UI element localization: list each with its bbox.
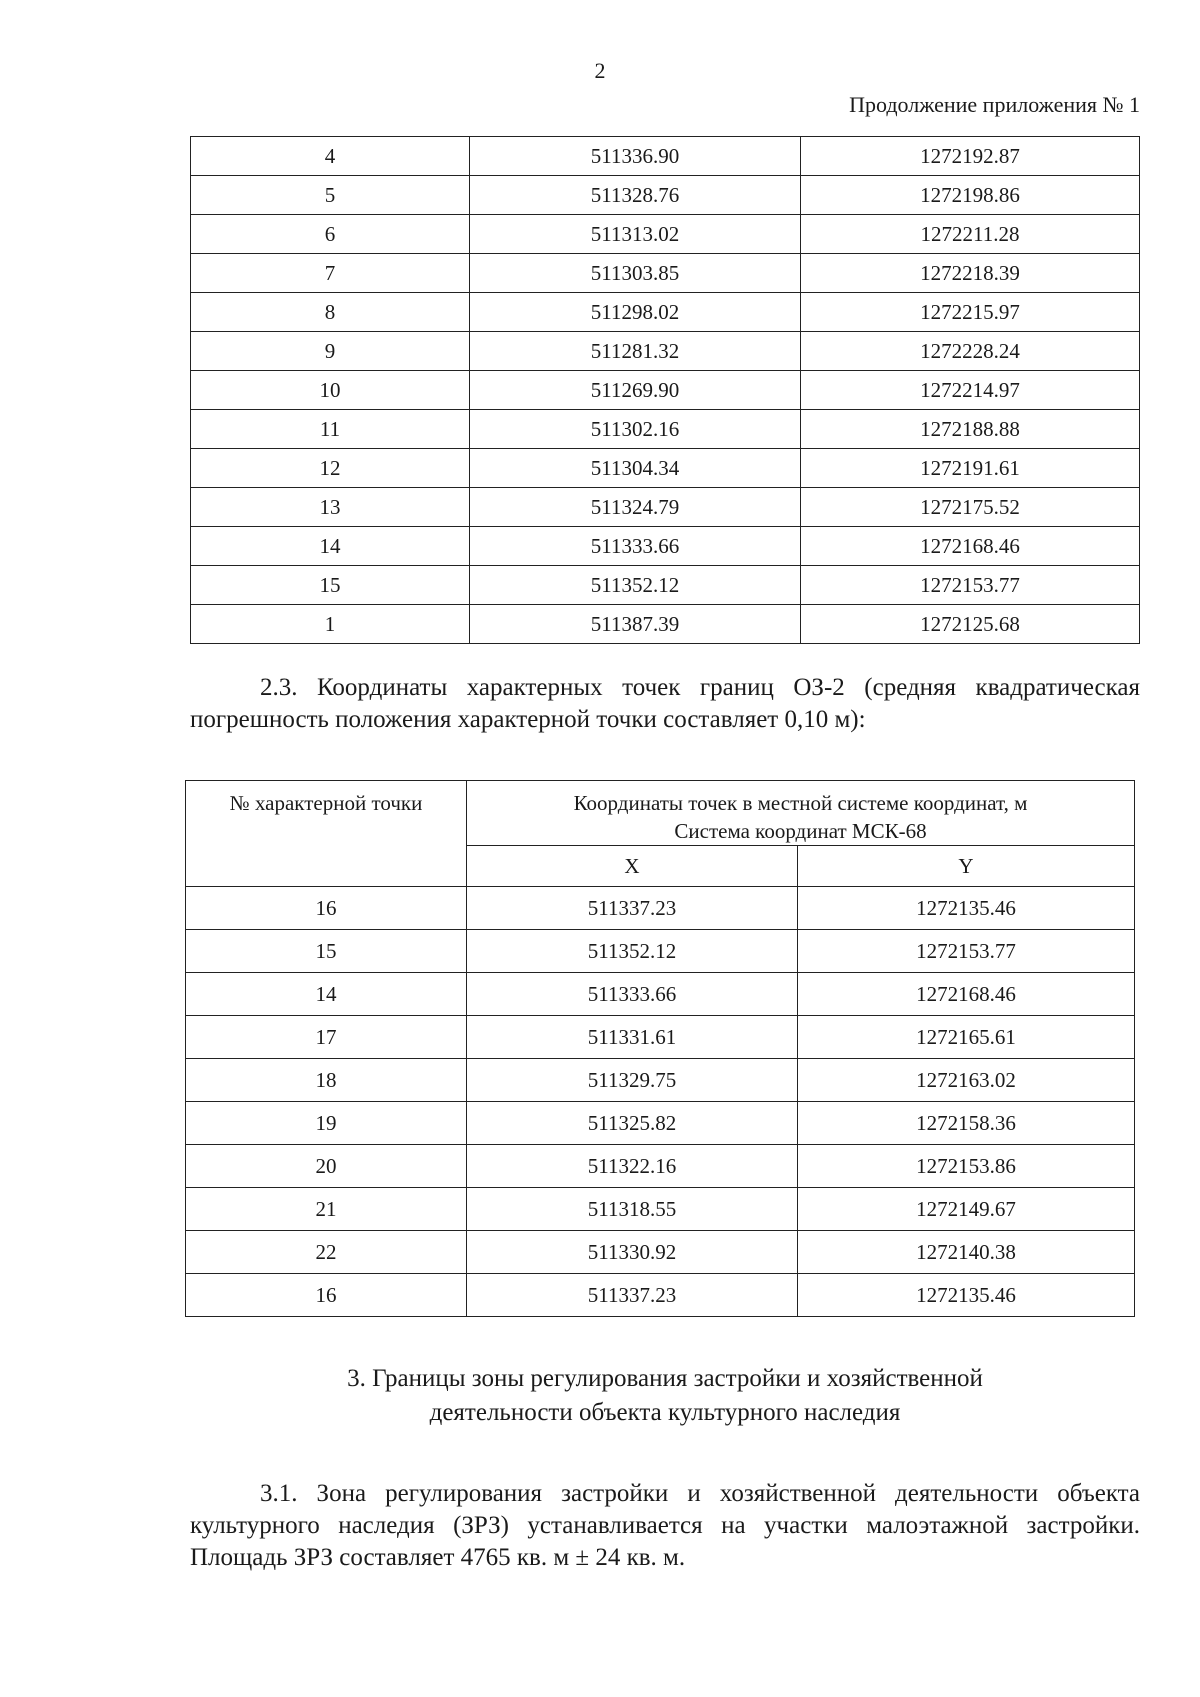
table-row <box>191 254 1140 293</box>
coord-x-cell: 511328.76 <box>470 176 801 215</box>
table-row <box>186 1231 1135 1274</box>
coord-y-cell: 1272214.97 <box>801 371 1140 410</box>
point-number-cell: 16 <box>186 887 467 930</box>
section-3-heading-line2: деятельности объекта культурного наследия <box>429 1399 901 1426</box>
section-3-heading-line1: 3. Границы зоны регулирования застройки и хозяйственной <box>347 1365 983 1392</box>
point-number-cell: 6 <box>191 215 470 254</box>
coord-y-cell: 1272188.88 <box>801 410 1140 449</box>
coord-x-cell: 511322.16 <box>467 1145 798 1188</box>
coord-y-cell: 1272135.46 <box>798 1274 1135 1317</box>
table-row <box>191 371 1140 410</box>
coord-y-cell: 1272168.46 <box>798 973 1135 1016</box>
coord-y-cell: 1272192.87 <box>801 137 1140 176</box>
point-number-cell: 10 <box>191 371 470 410</box>
table-row <box>191 410 1140 449</box>
section-3-1-text: 3.1. Зона регулирования застройки и хозяйственной деятельности объекта культурного наследия (ЗРЗ) устанавливается на участки малоэтажной застройки. Площадь ЗРЗ составляет 4765 кв. м ± 24 кв. м. <box>190 1480 1140 1571</box>
coordinates-table-oz2 <box>185 780 1135 1317</box>
table-row <box>191 566 1140 605</box>
coord-y-cell: 1272215.97 <box>801 293 1140 332</box>
coord-x-cell: 511304.34 <box>470 449 801 488</box>
point-number-cell: 12 <box>191 449 470 488</box>
table-row <box>186 1016 1135 1059</box>
table-row <box>186 973 1135 1016</box>
coord-x-cell: 511298.02 <box>470 293 801 332</box>
table-row <box>191 449 1140 488</box>
point-number-cell: 11 <box>191 410 470 449</box>
point-number-cell: 8 <box>191 293 470 332</box>
table-row <box>191 137 1140 176</box>
coord-x-cell: 511269.90 <box>470 371 801 410</box>
point-number-cell: 9 <box>191 332 470 371</box>
coord-y-cell: 1272163.02 <box>798 1059 1135 1102</box>
coord-x-cell: 511387.39 <box>470 605 801 644</box>
coord-y-cell: 1272125.68 <box>801 605 1140 644</box>
table-row <box>191 332 1140 371</box>
header-coordinates-line2: Система координат МСК-68 <box>674 819 927 843</box>
coord-x-cell: 511337.23 <box>467 887 798 930</box>
point-number-cell: 14 <box>191 527 470 566</box>
coord-y-cell: 1272158.36 <box>798 1102 1135 1145</box>
table-row <box>186 1102 1135 1145</box>
table-row <box>191 605 1140 644</box>
point-number-cell: 22 <box>186 1231 467 1274</box>
point-number-cell: 4 <box>191 137 470 176</box>
coord-x-cell: 511313.02 <box>470 215 801 254</box>
appendix-continuation-label: Продолжение приложения № 1 <box>849 92 1140 117</box>
section-2-3-text: 2.3. Координаты характерных точек границ ОЗ-2 (средняя квадратическая погрешность положения характерной точки составляет 0,10 м): <box>190 674 1140 733</box>
page-number: 2 <box>594 58 606 83</box>
table-row <box>191 176 1140 215</box>
table-row <box>186 1188 1135 1231</box>
coord-x-cell: 511352.12 <box>470 566 801 605</box>
coord-y-cell: 1272191.61 <box>801 449 1140 488</box>
point-number-cell: 15 <box>186 930 467 973</box>
coord-x-cell: 511281.32 <box>470 332 801 371</box>
coord-x-cell: 511318.55 <box>467 1188 798 1231</box>
header-coordinates-line1: Координаты точек в местной системе координат, м <box>573 791 1028 815</box>
section-2-3-paragraph <box>190 672 1140 736</box>
coord-x-cell: 511337.23 <box>467 1274 798 1317</box>
table-row <box>186 887 1135 930</box>
point-number-cell: 21 <box>186 1188 467 1231</box>
coord-x-cell: 511324.79 <box>470 488 801 527</box>
coord-y-cell: 1272218.39 <box>801 254 1140 293</box>
coordinates-table-oz1-continued <box>190 136 1140 644</box>
coord-y-cell: 1272153.77 <box>798 930 1135 973</box>
table-row <box>191 488 1140 527</box>
coord-x-cell: 511302.16 <box>470 410 801 449</box>
coord-y-cell: 1272153.86 <box>798 1145 1135 1188</box>
table-row <box>186 1274 1135 1317</box>
coord-y-cell: 1272228.24 <box>801 332 1140 371</box>
coord-y-cell: 1272140.38 <box>798 1231 1135 1274</box>
table-row <box>191 527 1140 566</box>
coord-x-cell: 511333.66 <box>470 527 801 566</box>
coord-x-cell: 511330.92 <box>467 1231 798 1274</box>
coord-x-cell: 511336.90 <box>470 137 801 176</box>
coord-y-cell: 1272153.77 <box>801 566 1140 605</box>
coord-y-cell: 1272135.46 <box>798 887 1135 930</box>
header-y: Y <box>798 846 1135 887</box>
header-coordinates <box>467 781 1135 846</box>
coord-y-cell: 1272149.67 <box>798 1188 1135 1231</box>
coord-x-cell: 511333.66 <box>467 973 798 1016</box>
coord-y-cell: 1272168.46 <box>801 527 1140 566</box>
coord-y-cell: 1272211.28 <box>801 215 1140 254</box>
point-number-cell: 16 <box>186 1274 467 1317</box>
point-number-cell: 13 <box>191 488 470 527</box>
point-number-cell: 7 <box>191 254 470 293</box>
point-number-cell: 17 <box>186 1016 467 1059</box>
coord-x-cell: 511331.61 <box>467 1016 798 1059</box>
table-row <box>186 1145 1135 1188</box>
coord-y-cell: 1272198.86 <box>801 176 1140 215</box>
point-number-cell: 5 <box>191 176 470 215</box>
section-3-heading <box>190 1362 1140 1430</box>
point-number-cell: 14 <box>186 973 467 1016</box>
point-number-cell: 15 <box>191 566 470 605</box>
coord-x-cell: 511303.85 <box>470 254 801 293</box>
table-row <box>186 1059 1135 1102</box>
point-number-cell: 1 <box>191 605 470 644</box>
header-point-number: № характерной точки <box>186 781 467 887</box>
section-3-1-paragraph <box>190 1478 1140 1574</box>
coord-y-cell: 1272165.61 <box>798 1016 1135 1059</box>
coord-x-cell: 511325.82 <box>467 1102 798 1145</box>
coord-x-cell: 511329.75 <box>467 1059 798 1102</box>
table-row <box>186 930 1135 973</box>
table-row <box>191 293 1140 332</box>
table-row <box>191 215 1140 254</box>
point-number-cell: 20 <box>186 1145 467 1188</box>
coord-y-cell: 1272175.52 <box>801 488 1140 527</box>
header-x: X <box>467 846 798 887</box>
point-number-cell: 18 <box>186 1059 467 1102</box>
point-number-cell: 19 <box>186 1102 467 1145</box>
coord-x-cell: 511352.12 <box>467 930 798 973</box>
